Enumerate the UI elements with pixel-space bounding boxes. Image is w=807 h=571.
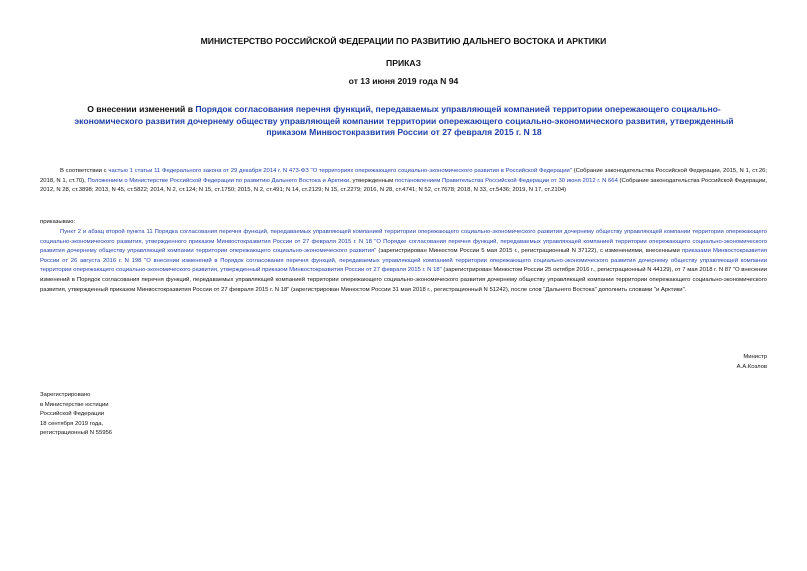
link-procedure-points[interactable]: Пункт 2 и абзац второй пункта 11 Порядка согласования перечня функций, передаваемых управляющей компанией территории опережающего социально-экономического развития дочернему обществу управляющей компании территории опережающего социально-экономического развития, утвержденного приказом Минвостокразвития России от 27 февраля 2015 г. N 18 "О Порядке согласования перечня функций, передаваемых управляющей компанией территории опережающего социально-экономического развития дочернему обществу управляющей компании территории опережающего социально-экономического развития" [40,229,767,255]
link-ministry-regulation[interactable]: Положением о Министерстве Российской Федерации по развитию Дальнего Востока и Арктики [87,177,350,184]
title-text: О внесении изменений в [87,104,196,114]
paragraph-amendment [40,228,767,295]
paragraph-order-word: приказываю: [40,219,76,225]
p1-text-a: В соответствии с [60,168,109,174]
p1-text-d: (Собрание законодательства Российской Федерации, 2012, N 28, ст.3898; 2013, N 45, ст.5822; 2014, N 2, ст.124; N 15, ст.1750; 2015, N 2, ст.491; N 14, ст.2129; N 15, ст.2279; 2016, N 28, ст.4741; N 52, ст.7678; 2018, N 33, ст.5436; 2019, N 17, ст.2104) [40,177,767,194]
signature-role: Министр [743,354,767,360]
registration-block [40,391,112,439]
link-federal-law[interactable]: частью 1 статьи 11 Федерального закона от 29 декабря 2014 г. N 473-ФЗ "О территориях опережающего социально-экономического развития в Российской Федерации" [108,168,572,174]
document-title [56,104,752,139]
signature-block [737,352,767,372]
registration-line: Зарегистрировано [40,392,91,398]
p3-text-c: (зарегистрирован Минюстом России 25 октября 2016 г., регистрационный N 44129), от 7 мая 2018 г. N 87 "О внесении изменений в Порядок согласования перечня функций, передаваемых управляющей компанией территории опережающего социально-экономического развития дочернему обществу управляющей компании территории опережающего социально-экономического развития, утвержденный приказом Минвостокразвития России от 27 февраля 2015 г. N 18" (зарегистрирован Минюстом России 31 мая 2018 г., регистрационный N 51242), после слов "Дальнего Востока" дополнить словами "и Арктики". [40,267,767,293]
registration-line: в Министерстве юстиции [40,401,109,408]
title-link-procedure[interactable]: Порядок согласования перечня функций, передаваемых управляющей компанией территории опережающего социально-экономического развития дочернему обществу управляющей компании территории опережающего социально-экономического развития, утвержденный приказом Минвостокразвития России от 27 февраля 2015 г. N 18 [74,104,734,137]
registration-line: Российской Федерации [40,411,105,417]
paragraph-basis [40,167,767,196]
p1-text-c: , утвержденным [349,177,395,184]
document-date: от 13 июня 2019 года N 94 [348,76,459,86]
p1-text-b: (Собрание законодательства Российской Федерации, 2015, N 1, ст.26; 2018, N 1, ст.70), [40,168,768,184]
signature-name: А.А.Козлов [736,364,767,370]
document-type: ПРИКАЗ [386,58,421,68]
ministry-heading: МИНИСТЕРСТВО РОССИЙСКОЙ ФЕДЕРАЦИИ ПО РАЗВИТИЮ ДАЛЬНЕГО ВОСТОКА И АРКТИКИ [200,36,607,46]
p3-text-b: (зарегистрирован Минюстом России 5 мая 2015 г., регистрационный N 37122), с изменениями, внесенными [376,248,682,255]
link-government-decree[interactable]: постановлением Правительства Российской Федерации от 30 июня 2012 г. N 664 [394,177,618,184]
link-amending-orders[interactable]: приказами Минвостокразвития России от 26 августа 2016 г. N 198 "О внесении изменений в Порядок согласования перечня функций, передаваемых управляющей компанией территории опережающего социально-экономического развития дочернему обществу управляющей компании территории опережающего социально-экономического развития, утвержденный приказом Минвостокразвития России от 27 февраля 2015 г. N 18" [40,248,767,274]
registration-line: 18 сентября 2019 года, [40,420,104,427]
registration-line: регистрационный N 55956 [40,430,113,436]
